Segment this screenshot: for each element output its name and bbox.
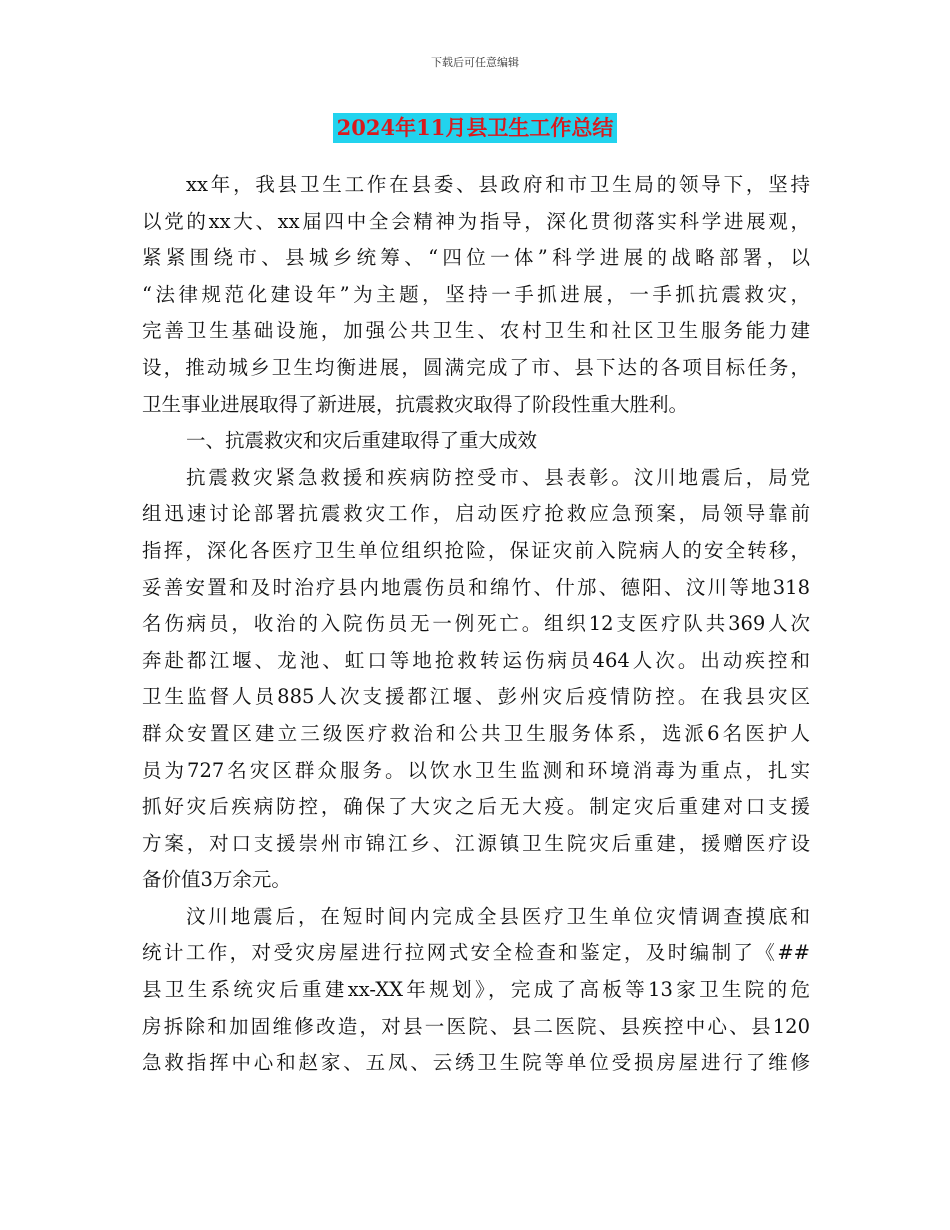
section-heading — [142, 423, 810, 460]
text-line: 奔赴都江堰、龙池、虹口等地抢救转运伤病员464人次。出动疾控和 — [142, 648, 810, 672]
text-line: 设，推动城乡卫生均衡进展，圆满完成了市、县下达的各项目标任务， — [142, 355, 810, 379]
text-line: 县卫生系统灾后重建xx-XX年规划》，完成了高板等13家卫生院的危 — [142, 978, 810, 1002]
text-line: xx年，我县卫生工作在县委、县政府和市卫生局的领导下，坚持 — [186, 173, 810, 196]
text-line: 名伤病员，收治的入院伤员无一例死亡。组织12支医疗队共369人次 — [142, 612, 810, 636]
text-line: 房拆除和加固维修改造，对县一医院、县二医院、县疾控中心、县120 — [142, 1014, 810, 1038]
document-title: 2024年11月县卫生工作总结 — [333, 113, 618, 143]
title-container — [0, 113, 950, 143]
text-line: 抗震救灾紧急救援和疾病防控受市、县表彰。汶川地震后，局党 — [186, 465, 810, 489]
text-line: 指挥，深化各医疗卫生单位组织抢险，保证灾前入院病人的安全转移， — [142, 538, 810, 562]
text-line: 组迅速讨论部署抗震救灾工作，启动医疗抢救应急预案，局领导靠前 — [142, 502, 810, 526]
text-line: 急救指挥中心和赵家、五凤、云绣卫生院等单位受损房屋进行了维修 — [142, 1051, 810, 1075]
document-body — [142, 167, 810, 1082]
text-line: 完善卫生基础设施，加强公共卫生、农村卫生和社区卫生服务能力建 — [142, 319, 810, 343]
text-line: 紧紧围绕市、县城乡统筹、“四位一体”科学进展的战略部署，以 — [142, 246, 810, 270]
paragraph — [142, 460, 810, 899]
paragraph — [142, 899, 810, 1082]
text-line: 抓好灾后疾病防控，确保了大灾之后无大疫。制定灾后重建对口支援 — [142, 795, 810, 819]
text-line: 以党的xx大、xx届四中全会精神为指导，深化贯彻落实科学进展观， — [142, 209, 810, 233]
text-line: 方案，对口支援崇州市锦江乡、江源镇卫生院灾后重建，援赠医疗设 — [142, 831, 810, 855]
page-header-note: 下载后可任意编辑 — [431, 56, 519, 69]
text-line: 汶川地震后，在短时间内完成全县医疗卫生单位灾情调查摸底和 — [186, 904, 810, 928]
text-line: 备价值3万余元。 — [142, 868, 291, 892]
text-line: 群众安置区建立三级医疗救治和公共卫生服务体系，选派6名医护人 — [142, 721, 810, 745]
text-line: 一、抗震救灾和灾后重建取得了重大成效 — [186, 429, 538, 453]
text-line: “法律规范化建设年”为主题，坚持一手抓进展，一手抓抗震救灾， — [142, 282, 810, 306]
text-line: 卫生事业进展取得了新进展，抗震救灾取得了阶段性重大胜利。 — [142, 392, 689, 416]
text-line: 妥善安置和及时治疗县内地震伤员和绵竹、什邡、德阳、汶川等地318 — [142, 575, 810, 599]
text-line: 统计工作，对受灾房屋进行拉网式安全检查和鉴定，及时编制了《## — [142, 941, 810, 965]
text-line: 卫生监督人员885人次支援都江堰、彭州灾后疫情防控。在我县灾区 — [142, 685, 810, 709]
text-line: 员为727名灾区群众服务。以饮水卫生监测和环境消毒为重点，扎实 — [142, 758, 810, 782]
paragraph — [142, 167, 810, 423]
